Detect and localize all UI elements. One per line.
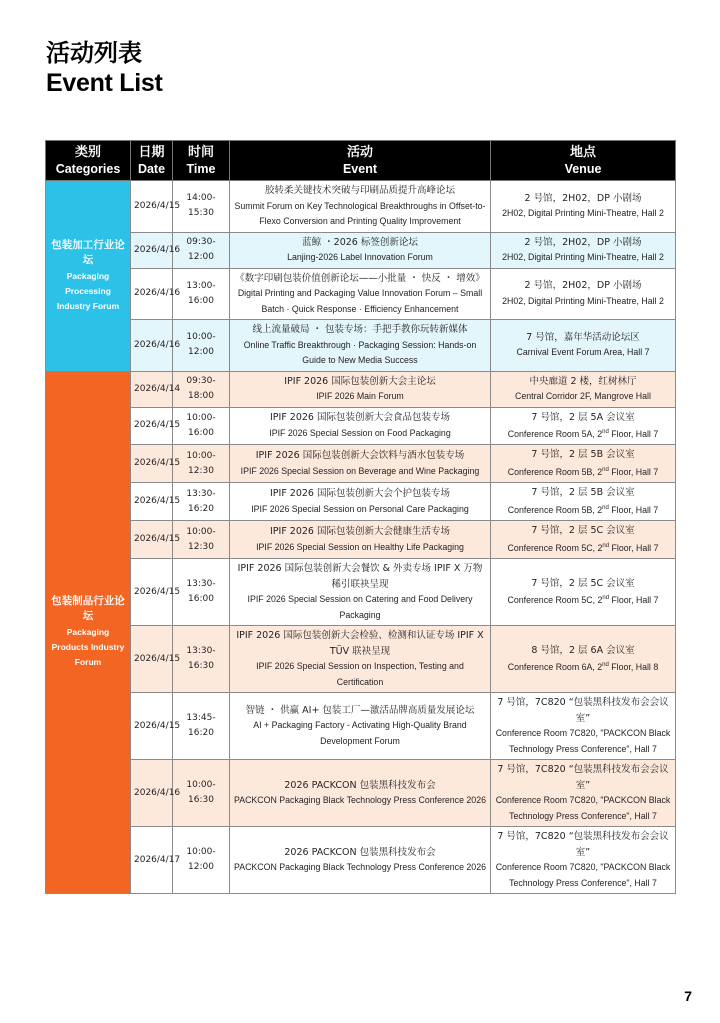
date-cell bbox=[131, 760, 181, 827]
event-name-cn: 2026 PACKCON 包装黑科技发布会 bbox=[284, 846, 436, 858]
time-cell bbox=[173, 559, 230, 626]
event-name-cn: 智链 ・ 供赢 AI+ 包装工厂—激活品牌高质量发展论坛 bbox=[245, 704, 475, 716]
event-name-cn: 线上流量破局 ・ 包装专场：手把手教你玩转新媒体 bbox=[252, 324, 468, 335]
event-cell bbox=[230, 559, 491, 626]
venue-name-cn: 7 号馆，7C820 “包装黑科技发布会会议室” bbox=[497, 831, 669, 858]
venue-name-en: Conference Room 7C820, "PACKCON Black Technology Press Conference", Hall 7 bbox=[495, 795, 671, 821]
time-text: 10:00-12:00 bbox=[186, 847, 216, 873]
event-name-cn: IPIF 2026 国际包装创新大会餐饮 & 外卖专场 IPIF X 万物稀引联袂呈现 bbox=[237, 563, 483, 590]
venue-cell bbox=[491, 181, 676, 233]
event-name-cn: IPIF 2026 国际包装创新大会个护包装专场 bbox=[269, 488, 450, 500]
time-text: 09:30-18:00 bbox=[186, 376, 216, 401]
time-text: 13:00-16:00 bbox=[186, 280, 216, 306]
date-cell bbox=[131, 268, 181, 320]
date-text: 2026/4/15 bbox=[134, 534, 181, 545]
venue-name-en: Conference Room 5C, 2nd Floor, Hall 7 bbox=[507, 542, 659, 553]
event-cell bbox=[230, 445, 491, 483]
date-cell bbox=[131, 559, 181, 626]
venue-name-cn: 7 号馆，2 层 5B 会议室 bbox=[531, 487, 635, 499]
event-name-en: IPIF 2026 Special Session on Healthy Life Packaging bbox=[256, 541, 464, 552]
event-name-en: Summit Forum on Key Technological Breakthroughs in Offset-to-Flexo Conversion and Printing Quality Improvement bbox=[234, 200, 486, 226]
date-text: 2026/4/15 bbox=[134, 586, 181, 597]
venue-cell bbox=[491, 559, 676, 626]
table-row bbox=[46, 483, 676, 521]
venue-name-en: 2H02, Digital Printing Mini-Theatre, Hall 2 bbox=[502, 208, 664, 219]
venue-name-cn: 中央廊道 2 楼，红树林厅 bbox=[529, 375, 637, 387]
venue-name-en: Conference Room 5C, 2nd Floor, Hall 7 bbox=[507, 595, 659, 606]
header-category-en: Categories bbox=[55, 161, 121, 176]
time-cell bbox=[173, 268, 230, 320]
event-name-en: Digital Printing and Packaging Value Innovation Forum – Small Batch · Quick Response · Efficiency Enhancement bbox=[237, 288, 483, 314]
time-text: 13:45-16:20 bbox=[186, 713, 216, 739]
date-cell bbox=[131, 320, 181, 372]
venue-cell bbox=[491, 521, 676, 559]
table-row bbox=[46, 760, 676, 827]
date-text: 2026/4/17 bbox=[134, 854, 181, 865]
title-english: Event List bbox=[46, 69, 163, 97]
time-cell bbox=[173, 320, 230, 372]
event-cell bbox=[230, 827, 491, 894]
date-text: 2026/4/16 bbox=[134, 339, 181, 350]
date-text: 2026/4/16 bbox=[134, 288, 181, 299]
event-name-cn: 《数字印刷包装价值创新论坛——小批量 ・ 快反 ・ 增效》 bbox=[235, 272, 485, 284]
date-cell bbox=[131, 483, 181, 521]
venue-name-cn: 8 号馆，2 层 6A 会议室 bbox=[531, 644, 635, 656]
date-text: 2026/4/15 bbox=[134, 653, 181, 664]
venue-cell bbox=[491, 626, 676, 693]
time-cell bbox=[173, 693, 230, 760]
venue-cell bbox=[491, 693, 676, 760]
venue-name-en: Conference Room 5A, 2nd Floor, Hall 7 bbox=[507, 428, 659, 439]
venue-name-en: Conference Room 6A, 2nd Floor, Hall 8 bbox=[507, 662, 659, 673]
venue-name-cn: 2 号馆，2H02，DP 小剧场 bbox=[524, 236, 642, 248]
table-row bbox=[46, 521, 676, 559]
table-row bbox=[46, 693, 676, 760]
event-name-en: IPIF 2026 Main Forum bbox=[316, 391, 404, 401]
venue-cell bbox=[491, 760, 676, 827]
venue-name-cn: 7 号馆，7C820 “包装黑科技发布会会议室” bbox=[497, 764, 669, 791]
venue-name-cn: 7 号馆，7C820 “包装黑科技发布会会议室” bbox=[497, 697, 669, 724]
header-time-cn: 时间 bbox=[187, 144, 214, 160]
date-cell bbox=[131, 827, 181, 894]
category-name-en: Packaging Products Industry Forum bbox=[51, 627, 125, 668]
event-cell bbox=[230, 371, 491, 407]
date-cell bbox=[131, 693, 181, 760]
table-row bbox=[46, 559, 676, 626]
date-text: 2026/4/16 bbox=[134, 787, 181, 798]
time-cell bbox=[173, 371, 230, 407]
category-cell bbox=[46, 181, 131, 372]
event-cell bbox=[230, 693, 491, 760]
header-venue-en: Venue bbox=[564, 161, 602, 176]
event-cell bbox=[230, 268, 491, 320]
time-text: 09:30-12:00 bbox=[186, 237, 216, 262]
header-venue-cn: 地点 bbox=[569, 144, 596, 160]
event-name-en: Lanjing-2026 Label Innovation Forum bbox=[287, 252, 433, 262]
table-row bbox=[46, 827, 676, 894]
venue-cell bbox=[491, 268, 676, 320]
venue-name-cn: 2 号馆，2H02，DP 小剧场 bbox=[524, 280, 642, 292]
event-name-cn: IPIF 2026 国际包装创新大会健康生活专场 bbox=[269, 526, 450, 538]
time-text: 14:00-15:30 bbox=[186, 193, 216, 219]
date-cell bbox=[131, 626, 181, 693]
venue-cell bbox=[491, 827, 676, 894]
header-event bbox=[230, 141, 491, 181]
time-text: 13:30-16:20 bbox=[186, 488, 216, 514]
venue-name-cn: 7 号馆，2 层 5A 会议室 bbox=[531, 411, 635, 423]
time-cell bbox=[173, 181, 230, 233]
venue-name-en: Conference Room 7C820, "PACKCON Black Technology Press Conference", Hall 7 bbox=[495, 728, 671, 754]
event-cell bbox=[230, 760, 491, 827]
event-name-cn: IPIF 2026 国际包装创新大会食品包装专场 bbox=[269, 412, 450, 424]
header-time bbox=[173, 141, 230, 181]
table-row bbox=[46, 407, 676, 445]
venue-name-en: 2H02, Digital Printing Mini-Theatre, Hall 2 bbox=[502, 295, 664, 306]
time-text: 10:00-16:30 bbox=[186, 780, 216, 806]
venue-cell bbox=[491, 232, 676, 268]
venue-name-en: Conference Room 5B, 2nd Floor, Hall 7 bbox=[507, 504, 659, 515]
venue-name-cn: 7 号馆，2 层 5B 会议室 bbox=[531, 449, 635, 461]
event-name-en: AI + Packaging Factory - Activating High-Quality Brand Development Forum bbox=[253, 720, 467, 746]
event-name-en: IPIF 2026 Special Session on Inspection, Testing and Certification bbox=[256, 661, 464, 687]
header-event-en: Event bbox=[342, 161, 378, 176]
event-name-en: IPIF 2026 Special Session on Catering and Food Delivery Packaging bbox=[247, 594, 473, 620]
date-cell bbox=[131, 232, 181, 268]
date-cell bbox=[131, 181, 181, 233]
header-venue bbox=[491, 141, 676, 181]
time-cell bbox=[173, 760, 230, 827]
date-text: 2026/4/15 bbox=[134, 420, 181, 431]
time-cell bbox=[173, 445, 230, 483]
table-row bbox=[46, 232, 676, 268]
venue-name-cn: 7 号馆，2 层 5C 会议室 bbox=[531, 577, 635, 589]
event-cell bbox=[230, 626, 491, 693]
event-name-cn: 2026 PACKCON 包装黑科技发布会 bbox=[284, 779, 436, 791]
event-name-en: IPIF 2026 Special Session on Personal Care Packaging bbox=[251, 503, 469, 514]
venue-name-en: Carnival Event Forum Area, Hall 7 bbox=[516, 347, 650, 358]
table-row bbox=[46, 181, 676, 233]
event-name-en: PACKCON Packaging Black Technology Press Conference 2026 bbox=[234, 795, 486, 806]
time-text: 10:00-12:00 bbox=[186, 332, 216, 358]
time-text: 10:00-12:30 bbox=[186, 526, 216, 552]
date-text: 2026/4/16 bbox=[134, 244, 181, 255]
time-cell bbox=[173, 483, 230, 521]
event-name-en: IPIF 2026 Special Session on Beverage and Wine Packaging bbox=[240, 465, 480, 476]
venue-name-en: 2H02, Digital Printing Mini-Theatre, Hall 2 bbox=[502, 252, 664, 262]
title-chinese: 活动列表 bbox=[46, 39, 142, 67]
venue-name-en: Central Corridor 2F, Mangrove Hall bbox=[515, 391, 651, 401]
event-table bbox=[45, 140, 676, 894]
venue-cell bbox=[491, 371, 676, 407]
venue-cell bbox=[491, 483, 676, 521]
time-text: 10:00-16:00 bbox=[186, 412, 216, 438]
header-category-cn: 类别 bbox=[74, 144, 101, 160]
event-cell bbox=[230, 483, 491, 521]
time-cell bbox=[173, 232, 230, 268]
category-name-cn: 包装制品行业论坛 bbox=[51, 595, 125, 623]
venue-cell bbox=[491, 445, 676, 483]
date-text: 2026/4/15 bbox=[134, 458, 181, 469]
table-row bbox=[46, 371, 676, 407]
date-cell bbox=[131, 371, 181, 407]
table-header-row bbox=[46, 141, 676, 181]
venue-name-cn: 2 号馆，2H02，DP 小剧场 bbox=[524, 192, 642, 204]
date-cell bbox=[131, 407, 181, 445]
event-name-cn: 蓝鲸 ・2026 标签创新论坛 bbox=[302, 236, 418, 248]
event-name-cn: 胶转柔关键技术突破与印刷品质提升高峰论坛 bbox=[264, 185, 455, 196]
event-name-cn: IPIF 2026 国际包装创新大会主论坛 bbox=[284, 375, 436, 387]
venue-cell bbox=[491, 407, 676, 445]
event-name-cn: IPIF 2026 国际包装创新大会检验、检测和认证专场 IPIF X TÜV 联袂呈现 bbox=[236, 630, 484, 657]
header-date bbox=[131, 141, 173, 181]
header-category bbox=[46, 141, 131, 181]
category-name-cn: 包装加工行业论坛 bbox=[51, 238, 125, 266]
time-text: 13:30-16:00 bbox=[186, 579, 216, 605]
venue-name-en: Conference Room 5B, 2nd Floor, Hall 7 bbox=[507, 466, 659, 477]
page-title bbox=[46, 38, 162, 98]
header-event-cn: 活动 bbox=[346, 144, 373, 160]
table-row bbox=[46, 445, 676, 483]
time-text: 10:00-12:30 bbox=[186, 450, 216, 476]
event-name-en: Online Traffic Breakthrough · Packaging Session: Hands-on Guide to New Media Success bbox=[243, 339, 477, 365]
event-name-cn: IPIF 2026 国际包装创新大会饮料与酒水包装专场 bbox=[255, 450, 465, 462]
date-text: 2026/4/14 bbox=[134, 383, 181, 394]
event-cell bbox=[230, 521, 491, 559]
time-cell bbox=[173, 407, 230, 445]
date-text: 2026/4/15 bbox=[134, 200, 181, 211]
time-cell bbox=[173, 521, 230, 559]
event-name-en: PACKCON Packaging Black Technology Press Conference 2026 bbox=[234, 862, 486, 873]
table-body bbox=[46, 181, 676, 894]
venue-name-cn: 7 号馆，嘉年华活动论坛区 bbox=[526, 331, 640, 343]
date-text: 2026/4/15 bbox=[134, 496, 181, 507]
table-row bbox=[46, 626, 676, 693]
time-text: 13:30-16:30 bbox=[186, 646, 216, 672]
venue-name-en: Conference Room 7C820, "PACKCON Black Technology Press Conference", Hall 7 bbox=[495, 862, 671, 888]
table-row bbox=[46, 268, 676, 320]
event-name-en: IPIF 2026 Special Session on Food Packaging bbox=[269, 427, 451, 438]
venue-name-cn: 7 号馆，2 层 5C 会议室 bbox=[531, 525, 635, 537]
category-name-en: Packaging Processing Industry Forum bbox=[56, 270, 120, 311]
event-cell bbox=[230, 232, 491, 268]
time-cell bbox=[173, 827, 230, 894]
date-text: 2026/4/15 bbox=[134, 720, 181, 731]
event-cell bbox=[230, 181, 491, 233]
venue-cell bbox=[491, 320, 676, 372]
event-cell bbox=[230, 407, 491, 445]
time-cell bbox=[173, 626, 230, 693]
date-cell bbox=[131, 445, 181, 483]
category-cell bbox=[46, 371, 131, 894]
page-number: 7 bbox=[684, 988, 692, 1004]
event-cell bbox=[230, 320, 491, 372]
header-date-en: Date bbox=[137, 161, 166, 176]
table-row bbox=[46, 320, 676, 372]
header-date-cn: 日期 bbox=[138, 144, 165, 160]
date-cell bbox=[131, 521, 181, 559]
header-time-en: Time bbox=[186, 161, 216, 176]
